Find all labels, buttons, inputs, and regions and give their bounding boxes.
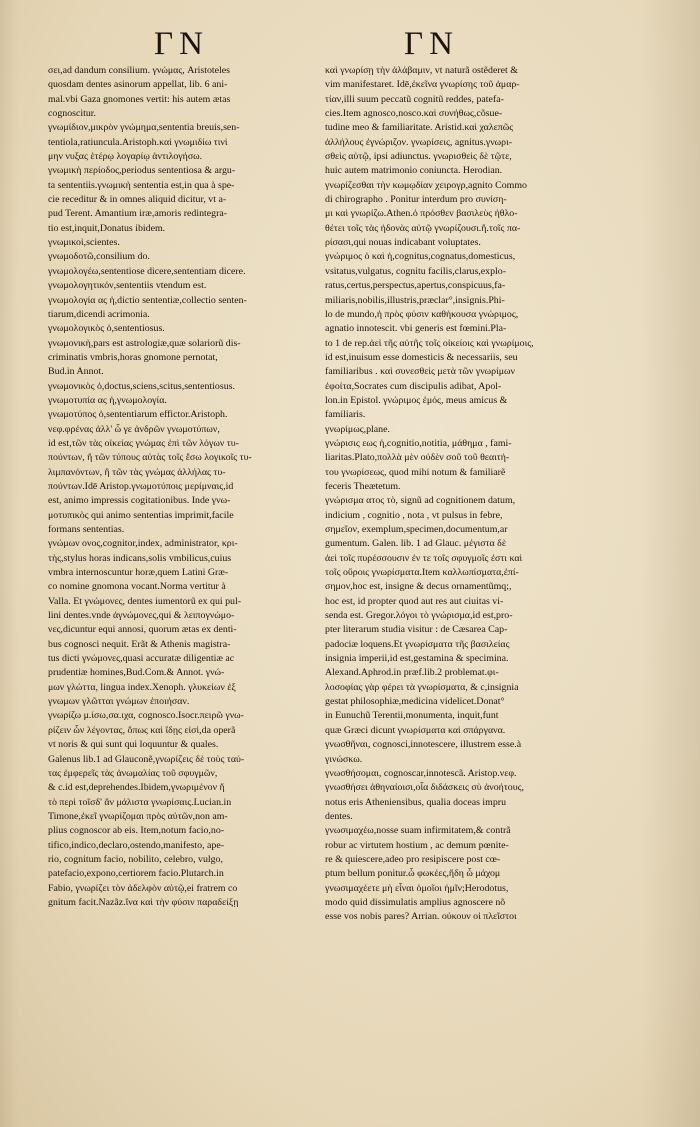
text-line: γνωσθῆναι, cognosci,innotescere, illustrem esse.à: [325, 739, 522, 751]
text-line: senda est. Gregor.λόγοι τὸ γνώρισμα,id est,pro-: [325, 610, 513, 622]
text-line: Bud.in Annot.: [48, 366, 104, 378]
text-line: tio est,inquit,Donatus ibidem.: [48, 222, 166, 234]
text-line: γνωσιμαχέω,nosse suam infirmitatem,& contrã: [325, 825, 511, 837]
text-line: miliaris,nobilis,illustris,præclar°,insignis.Phi-: [325, 294, 505, 306]
text-line: formans sententias.: [48, 524, 125, 535]
text-line: cognoscitur.: [48, 108, 96, 120]
text-line: γνωσθήσομαι, cognoscar,innotescã. Aristop.νεφ.: [325, 767, 517, 779]
running-head-left: ΓΝ: [154, 26, 209, 62]
text-line: γνώρισις εως ἡ,cognitio,notitia, μάθημα , fami-: [325, 437, 512, 449]
text-line: γνώριμος ὁ καὶ ἡ,cognitus,cognatus,domesticus,: [325, 251, 516, 263]
text-line: tentiola,ratiuncula.Aristoph.καὶ γνωμιδίω τινὶ: [48, 136, 228, 148]
text-line: vim manifestaret. Idē,ἐκεῖνα γνωρίσης τοῦ ἁμαρ-: [325, 79, 520, 91]
text-line: patefacio,expono,certiorem facio.Plutarch.in: [48, 868, 224, 880]
text-line: νεφ.φρένας ἀλλ' ὧ γε ἀνδρῶν γνωμοτύπων,: [48, 423, 220, 435]
text-line: familiaris.: [325, 409, 366, 421]
page-shading-left: [0, 0, 18, 1127]
text-line: vmbra internoscuntur horæ,quem Latini Græ-: [48, 567, 229, 579]
text-line: Timone,ἐκεῖ γνωρίζομαι πρὸς αὐτῶν,non am-: [48, 810, 228, 822]
text-line: quæ Græci dicunt γνωρίσματα καὶ σπάργανα.: [325, 724, 506, 736]
text-line: γνωμικὴ περίοδος,periodus sententiosa & argu-: [48, 165, 236, 177]
text-line: γνωσιμαχέετε μὴ εἶναι ὁμοῖοι ἡμῖν;Herodotus,: [325, 882, 509, 894]
text-line: vsitatus,vulgatus, cognitu facilis,clarus,explo-: [325, 265, 507, 277]
text-line: μοτυπικὸς qui animo sententias imprimit,facile: [48, 509, 234, 521]
text-line: tifico,indico,declaro,ostendo,manifesto, ape-: [48, 839, 225, 851]
text-line: μι καὶ γνωρίζω.Athen.ὁ πρόσθεν βασιλεὺς ἠθλο-: [325, 208, 518, 220]
text-line: τας ἐμφερεῖς τὰς ἀνωμαλίας τοῦ σφυγμῶν,: [48, 767, 218, 779]
text-line: pter literarum studia visitur : de Cæsarea Cap-: [325, 624, 508, 636]
text-line: re & quiescere,adeo pro resipiscere post cœ-: [325, 853, 501, 865]
right-column: [325, 64, 587, 1084]
text-line: γνωμολογικὸς ὁ,sententiosus.: [48, 323, 165, 335]
text-line: esse vos nobis pares? Arrian. οὐκουν οἱ πλεῖστοι: [325, 911, 517, 923]
text-line: Alexand.Aphrod.in præf.lib.2 problemat.φι-: [325, 667, 499, 679]
text-line: di chirographo . Ponitur interdum pro συνίση-: [325, 194, 507, 206]
text-line: co nomine gnomona vocant.Norma vertitur à: [48, 581, 226, 593]
text-line: id est,inuisum esse domesticis & necessariis, seu: [325, 351, 518, 363]
text-line: τοῖς οὔροις γνωρίσματα.Item καλλωπίσματα,ἐπί-: [325, 567, 519, 579]
text-line: modo quid dissimulatis amplius agnoscere nõ: [325, 896, 506, 908]
text-line: σθεὶς αὐτῷ, ipsi adiunctus. γνωρισθεὶς δὲ τῷτε,: [325, 151, 512, 163]
text-line: feceris Theætetum.: [325, 480, 401, 492]
text-line: ρίζειν ὧν λέγοντας, ὅπως καὶ ἴδῃς εἰσὶ,da operã: [48, 724, 236, 736]
text-line: gumentum. Galen. lib. 1 ad Glauc. μέγιστα δὲ: [325, 538, 506, 550]
text-line: γνώρισμα ατος τὸ, signũ ad cognitionem datum,: [325, 495, 516, 507]
text-line: in Eunuchũ Terentii,monumenta, inquit,funt: [325, 710, 499, 722]
text-line: huic autem matrimonio coniuncta. Herodian.: [325, 165, 503, 177]
text-line: γνωμίδιον,μικρὸν γνώμημα,sententia breuis,sen-: [48, 122, 240, 134]
text-line: pud Terent. Amantium iræ,amoris redintegra-: [48, 208, 228, 220]
text-line: γνωρίζεσθαι τὴν κωμῳδίαν χειρογρ,agnito Commo: [325, 179, 527, 191]
text-line: id est,τῶν τὰς οἰκείας γνώμας ἐπὶ τῶν λόγων τυ-: [48, 437, 239, 449]
text-line: bus cognosci nequit. Erãt & Athenis magistra-: [48, 638, 231, 650]
left-column: [48, 64, 304, 908]
text-line: λοσοφίας γὰρ φέρει τὰ γνωρίσματα, & c,insignia: [325, 681, 519, 693]
text-line: gestat philosophiæ,medicina videlicet.Donat°: [325, 696, 505, 708]
text-line: plius cognoscor ab eis. Item,notum facio,no-: [48, 825, 225, 837]
text-line: καὶ γνωρίσῃ τὴν ἀλάβαμιν, vt naturã ostẽderet &: [325, 65, 518, 76]
text-line: γνωσθήσει ἀθηναίοισι,οἷα διδάσκεις σὺ ἀνοήτους,: [325, 782, 524, 794]
text-line: ptum bellum ponitur.ὦ φωκέες,ἤδη ὦ μάχομ: [325, 868, 501, 880]
text-line: γνωμοτυπία ας ἡ,γνωμολογία.: [48, 394, 167, 406]
text-line: ratus,certus,perspectus,apertus,conspicuus,fa-: [325, 280, 506, 292]
text-line: γνωρίμως,plane.: [325, 423, 390, 435]
text-line: rio, cognitum facio, nobilito, celebro, vulgo,: [48, 853, 223, 865]
text-line: ἐφοίτα,Socrates cum discipulis adibat, Apol-: [325, 380, 502, 392]
text-line: criminatis vmbris,horas gnomone pernotat,: [48, 351, 218, 363]
text-line: λιμπανόντων, ἢ τῶν τὰς γνώμας ἀλλήλας τυ-: [48, 466, 226, 478]
text-line: ἀλλήλους ἐγνώριζον. γνωρίσεις, agnitus.γνωρι-: [325, 136, 513, 148]
text-line: robur ac virtutem hostium , ac demum pœnite-: [325, 839, 509, 851]
text-line: insignia imperii,id est,gestamina & specimina.: [325, 653, 509, 665]
text-line: mal.vbi Gaza gnomones vertit: his autem ætas: [48, 93, 231, 105]
text-line: Galenus lib.1 ad Glauconẽ,γνωρίζεις δὲ τοὺς ταύ-: [48, 753, 245, 765]
text-line: γινώσκω.: [325, 753, 363, 765]
text-line: τίαν,illi suum peccatũ cognitũ reddes, patefa-: [325, 93, 504, 105]
text-line: ρίσασι,qui nouas indicabant voluptates.: [325, 237, 481, 249]
text-line: prudentiæ homines,Bud.Com.& Annot. γνώ-: [48, 667, 225, 679]
text-line: μην νυξας ἑτέρῳ λογαρίῳ ἀντιλογήσω.: [48, 151, 203, 163]
text-line: cie receditur & in omnes aliquid dicitur, vt a-: [48, 194, 227, 206]
page-shading-right: [640, 0, 700, 1127]
text-line: τὴς,stylus horas indicans,solis vmbilicus,cuius: [48, 552, 232, 564]
text-line: γνωμοτύπος ὁ,sententiarum effictor.Aristoph.: [48, 409, 228, 421]
text-line: notus eris Atheniensibus, qualia doceas impru: [325, 796, 507, 808]
text-line: vt noris & qui sunt qui loquuntur & quales.: [48, 739, 219, 751]
text-line: γνωμικοὶ,scientes.: [48, 237, 120, 249]
text-line: γνωρίζω μ.ίσω,σα.ιχα, cognosco.Isocr.πειρῶ γνω-: [48, 710, 244, 722]
text-line: ta sententiis.γνωμικὴ sententia est,in qua à spe-: [48, 179, 235, 191]
text-line: gnitum facit.Nazãz.ἵνα καὶ τὴν φύσιν παραδείξῃ: [48, 896, 239, 908]
text-line: agnatio innotescit. vbi generis est fœmini.Pla-: [325, 323, 507, 335]
text-line: σημον,hoc est, insigne & decus ornamentũmq;,: [325, 581, 512, 593]
text-line: γνωμων γλῶτται γνώμων ἐποιήσαν.: [48, 696, 190, 708]
text-line: tudine meo & familiaritate. Aristid.καὶ χαλεπῶς: [325, 122, 514, 134]
text-line: μων γλώττα, lingua index.Xenoph. γλυκείων ἐξ: [48, 681, 236, 693]
running-head-right: ΓΝ: [404, 26, 459, 62]
text-line: τὸ περὶ τοῖσδ' ἄν μάλιστα γνωρίσαις.Lucian.in: [48, 796, 232, 808]
text-line: σημεῖον, exemplum,specimen,documentum,ar: [325, 524, 508, 535]
text-line: cies.Item agnosco,nosco.καὶ συνήθως,cõsue-: [325, 108, 503, 120]
text-line: ἀεὶ τοῖς πυρέσσουσιν ἐν τε τοῖς σφυγμοῖς ἐστι καὶ: [325, 552, 523, 564]
text-line: tus dicti γνώμονες,quasi accuratæ diligentiæ ac: [48, 653, 235, 665]
text-line: Valla. Et γνώμονες, dentes iumentorũ ex qui pul-: [48, 595, 242, 607]
text-line: γνωμολογητικόν,sententiis vtendum est.: [48, 280, 207, 292]
text-line: γνωμονικὴ,pars est astrologiæ,quæ solariorũ dis-: [48, 337, 241, 349]
text-line: hoc est, id propter quod aut res aut ciuitas vi-: [325, 595, 504, 607]
text-line: familiaribus . καὶ συνεσθεὶς μετὰ τῶν γνωρίμων: [325, 366, 515, 378]
text-line: πούντων.Idē Aristop.γνωμοτύποις μερίμναις,id: [48, 480, 234, 492]
text-line: est, animo impressis cogitationibus. Inde γνω-: [48, 495, 231, 507]
text-line: to 1 de rep.ἀεὶ τῆς αὐτῆς τοῖς οἰκείοις καὶ γνωρίμοις,: [325, 337, 534, 349]
text-line: πούντων, ἤ τῶν τύπους αὐτὰς τοῖς ἔσω λογικοῖς τυ-: [48, 452, 252, 464]
text-line: indicium , cognitio , nota , vt pulsus in febre,: [325, 509, 503, 521]
text-line: lo de mundo,ἡ πρὸς φύσιν καθήκουσα γνώριμος,: [325, 308, 519, 320]
text-line: γνώμων ονος,cognitor,index, administrator, κρι-: [48, 538, 238, 550]
text-line: γνωμολογέω,sententiose dicere,sententiam dicere.: [48, 265, 246, 277]
text-line: tiarum,dicendi acrimonia.: [48, 308, 150, 320]
text-line: lini dentes.vnde ἀγνώμονες,qui & λειπογνώμο-: [48, 610, 235, 622]
text-line: dentes.: [325, 810, 353, 822]
text-line: γνωμονικὸς ὁ,doctus,sciens,scitus,sententiosus.: [48, 380, 235, 392]
text-line: γνωμολογία ας ἡ,dictio sententiæ,collectio senten-: [48, 294, 247, 306]
text-line: quosdam dentes asinorum appellat, lib. 6 ani-: [48, 79, 228, 91]
text-line: padociæ loquens.Et γνωρίσματα τῆς βασιλείας: [325, 638, 510, 650]
text-line: Fabio, γνωρίζει τὸν ἀδελφὸν αὐτῷ,ei fratrem co: [48, 882, 238, 894]
text-line: νες,dicuntur equi annosi, quorum ætas ex denti-: [48, 624, 237, 636]
text-line: lon.in Epistol. γνώριμος ἐμός, meus amicus &: [325, 394, 508, 406]
text-line: του γνωρίσεως, quod mihi notum & familiarẽ: [325, 466, 506, 478]
text-line: σει,ad dandum consilium. γνώμας, Aristoteles: [48, 65, 230, 76]
text-line: γνωμοδοτῶ,consilium do.: [48, 251, 150, 263]
text-line: liaritas.Plato,πολλὰ μὲν οὐδὲν σοῦ τοῦ θεαιτή-: [325, 452, 510, 464]
text-line: & c.id est,deprehendes.Ibidem,γνωριμένον ἤ: [48, 782, 225, 794]
text-line: θέτει τοῖς τὰς ἡδονὰς αὐτῷ γνωρίζουσι.ἤ.τοῖς πα-: [325, 222, 521, 234]
